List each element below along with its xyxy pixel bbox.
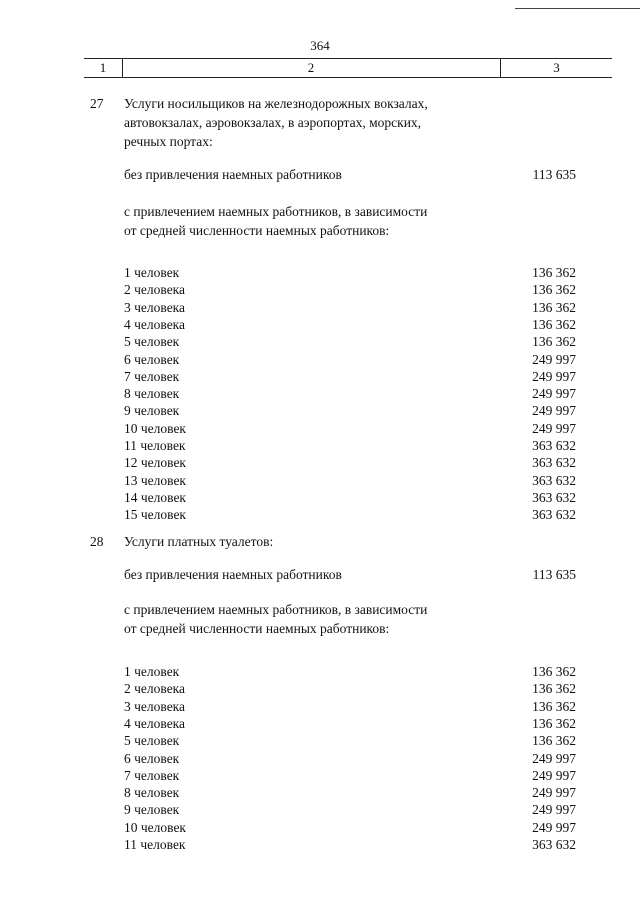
row-value: 363 632 xyxy=(532,455,576,470)
table-row xyxy=(0,385,640,403)
table-row xyxy=(0,819,640,837)
header-col-1: 1 xyxy=(84,59,123,77)
table-row xyxy=(0,767,640,785)
with-hired-heading-line xyxy=(0,620,640,638)
row-value: 136 362 xyxy=(532,265,576,280)
section-title-line xyxy=(0,133,640,151)
row-value: 249 997 xyxy=(532,768,576,783)
with-hired-heading-text: от средней численности наемных работников: xyxy=(124,223,390,238)
section-title-text: автовокзалах, аэровокзалах, в аэропортах, морских, xyxy=(124,115,422,130)
with-hired-heading-line xyxy=(0,222,640,240)
table-row xyxy=(0,698,640,716)
table-row xyxy=(0,333,640,351)
row-value: 136 362 xyxy=(532,334,576,349)
section-number: 28 xyxy=(90,534,104,549)
row-value: 249 997 xyxy=(532,751,576,766)
without-hired-value: 113 635 xyxy=(532,567,576,582)
row-value: 363 632 xyxy=(532,837,576,852)
scan-border-line xyxy=(515,8,640,9)
row-label: 9 человек xyxy=(124,802,180,817)
table-row xyxy=(0,715,640,733)
table-row xyxy=(0,264,640,282)
row-label: 8 человек xyxy=(124,785,180,800)
row-label: 5 человек xyxy=(124,334,180,349)
row-label: 11 человек xyxy=(124,837,186,852)
row-label: 10 человек xyxy=(124,820,186,835)
row-value: 249 997 xyxy=(532,820,576,835)
table-header xyxy=(84,58,612,78)
row-value: 136 362 xyxy=(532,282,576,297)
row-value: 136 362 xyxy=(532,317,576,332)
row-label: 1 человек xyxy=(124,265,180,280)
row-label: 2 человека xyxy=(124,282,186,297)
row-label: 9 человек xyxy=(124,403,180,418)
row-label: 5 человек xyxy=(124,733,180,748)
table-row xyxy=(0,489,640,507)
table-row xyxy=(0,351,640,369)
row-label: 6 человек xyxy=(124,352,180,367)
section-title-text: Услуги платных туалетов: xyxy=(124,534,274,549)
header-col-2: 2 xyxy=(122,59,501,77)
table-row xyxy=(0,732,640,750)
row-label: 11 человек xyxy=(124,438,186,453)
row-value: 136 362 xyxy=(532,681,576,696)
row-label: 12 человек xyxy=(124,455,186,470)
table-row xyxy=(0,316,640,334)
page-number: 364 xyxy=(310,38,330,53)
row-label: 3 человека xyxy=(124,699,186,714)
without-hired-label: без привлечения наемных работников xyxy=(124,567,342,582)
with-hired-heading-text: от средней численности наемных работников: xyxy=(124,621,390,636)
table-row xyxy=(0,454,640,472)
row-value: 136 362 xyxy=(532,716,576,731)
section-title-text: Услуги носильщиков на железнодорожных вокзалах, xyxy=(124,96,428,111)
header-col-3: 3 xyxy=(553,60,560,75)
row-value: 249 997 xyxy=(532,802,576,817)
with-hired-heading-text: с привлечением наемных работников, в зависимости xyxy=(124,204,428,219)
row-label: 1 человек xyxy=(124,664,180,679)
with-hired-heading-text: с привлечением наемных работников, в зависимости xyxy=(124,602,428,617)
row-label: 4 человека xyxy=(124,716,186,731)
with-hired-heading-line xyxy=(0,203,640,221)
table-row xyxy=(0,784,640,802)
row-label: 8 человек xyxy=(124,386,180,401)
without-hired-label: без привлечения наемных работников xyxy=(124,167,342,182)
table-row xyxy=(0,801,640,819)
with-hired-heading-line xyxy=(0,601,640,619)
table-row xyxy=(0,420,640,438)
section-title-line xyxy=(0,95,640,113)
row-value: 363 632 xyxy=(532,438,576,453)
without-hired-row xyxy=(0,566,640,584)
row-label: 10 человек xyxy=(124,421,186,436)
table-row xyxy=(0,680,640,698)
table-row xyxy=(0,437,640,455)
without-hired-value: 113 635 xyxy=(532,167,576,182)
row-value: 249 997 xyxy=(532,352,576,367)
section-title-text: речных портах: xyxy=(124,134,213,149)
row-value: 363 632 xyxy=(532,490,576,505)
row-value: 249 997 xyxy=(532,369,576,384)
row-value: 363 632 xyxy=(532,507,576,522)
row-label: 4 человека xyxy=(124,317,186,332)
row-value: 249 997 xyxy=(532,403,576,418)
table-row xyxy=(0,506,640,524)
row-label: 7 человек xyxy=(124,768,180,783)
row-label: 15 человек xyxy=(124,507,186,522)
row-label: 2 человека xyxy=(124,681,186,696)
table-row xyxy=(0,750,640,768)
table-row xyxy=(0,368,640,386)
table-row xyxy=(0,836,640,854)
row-value: 363 632 xyxy=(532,473,576,488)
section-title-line xyxy=(0,533,640,551)
row-value: 136 362 xyxy=(532,733,576,748)
row-value: 136 362 xyxy=(532,699,576,714)
row-label: 14 человек xyxy=(124,490,186,505)
section-number: 27 xyxy=(90,96,104,111)
row-value: 136 362 xyxy=(532,664,576,679)
section-title-line xyxy=(0,114,640,132)
row-label: 3 человека xyxy=(124,300,186,315)
without-hired-row xyxy=(0,166,640,184)
row-value: 249 997 xyxy=(532,386,576,401)
table-row xyxy=(0,663,640,681)
table-row xyxy=(0,402,640,420)
row-value: 249 997 xyxy=(532,421,576,436)
table-row xyxy=(0,299,640,317)
table-row xyxy=(0,472,640,490)
row-label: 7 человек xyxy=(124,369,180,384)
row-label: 6 человек xyxy=(124,751,180,766)
row-value: 249 997 xyxy=(532,785,576,800)
row-value: 136 362 xyxy=(532,300,576,315)
table-row xyxy=(0,281,640,299)
row-label: 13 человек xyxy=(124,473,186,488)
